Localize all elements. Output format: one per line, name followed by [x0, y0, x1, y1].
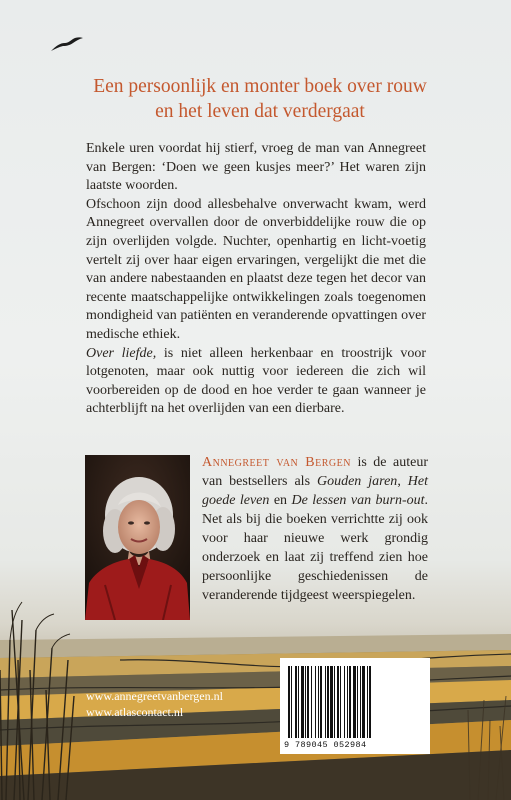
blurb-book-title: Over liefde, — [86, 345, 157, 361]
bio-text-3: en — [269, 493, 292, 508]
bird-icon — [50, 36, 84, 52]
tagline-line-1: Een persoonlijk en monter boek over rouw — [93, 76, 427, 97]
bio-text-4: . Net als bij die boeken verrichtte zij ook voor haar nieuwe werk grondig onderzoek en laat zij treffend zien hoe persoonlijke geschiedenissen de veranderende tijdgeest weerspiegelen. — [202, 493, 428, 603]
author-name: Annegreet van Bergen — [202, 455, 351, 470]
book-title-2: Het goede leven — [202, 474, 428, 508]
blurb-paragraph-2: Ofschoon zijn dood allesbehalve onverwacht kwam, werd Annegreet overvallen door de onverbiddelijke rouw die op zijn overlijden volgde. Nuchter, openhartig en licht-voetig vertelt zij over haar eigen ervaringen, vergelijkt die met die van andere nabestaanden en plaatst deze tegen het decor van recente maatschappelijke ontwikkelingen zoals toegenomen mondigheid van patiënten en veranderende opvattingen over medische ethiek. — [86, 196, 426, 342]
bio-text-2: , — [397, 474, 408, 489]
barcode — [280, 658, 430, 754]
author-bio — [202, 453, 428, 605]
author-website-link[interactable]: www.annegreetvanbergen.nl — [86, 689, 223, 703]
blurb — [86, 140, 426, 419]
book-title-1: Gouden jaren — [316, 474, 398, 489]
tagline — [60, 74, 460, 124]
landscape-illustration — [0, 600, 511, 800]
website-links — [86, 688, 223, 720]
publisher-website-link[interactable]: www.atlascontact.nl — [86, 705, 184, 719]
blurb-paragraph-3-text: is niet alleen herkenbaar en troostrijk voor lotgenoten, maar ook nuttig voor iedereen die zich wil voorbereiden op de dood en hoe verder te gaan wanneer je achterblijft na het overlijden van een dierbare. — [86, 345, 426, 417]
isbn-text: 9 789045 052984 — [284, 740, 367, 750]
blurb-paragraph-3 — [86, 345, 426, 419]
book-title-3: De lessen van burn-out — [291, 493, 425, 508]
blurb-paragraph-1: Enkele uren voordat hij stierf, vroeg de man van Annegreet van Bergen: ‘Doen we geen kusjes meer?’ Het waren zijn laatste woorden. — [86, 141, 426, 194]
bio-text-1: is de auteur van bestsellers als — [202, 455, 428, 489]
author-photo — [85, 455, 190, 620]
tagline-line-2: en het leven dat verdergaat — [155, 101, 365, 122]
